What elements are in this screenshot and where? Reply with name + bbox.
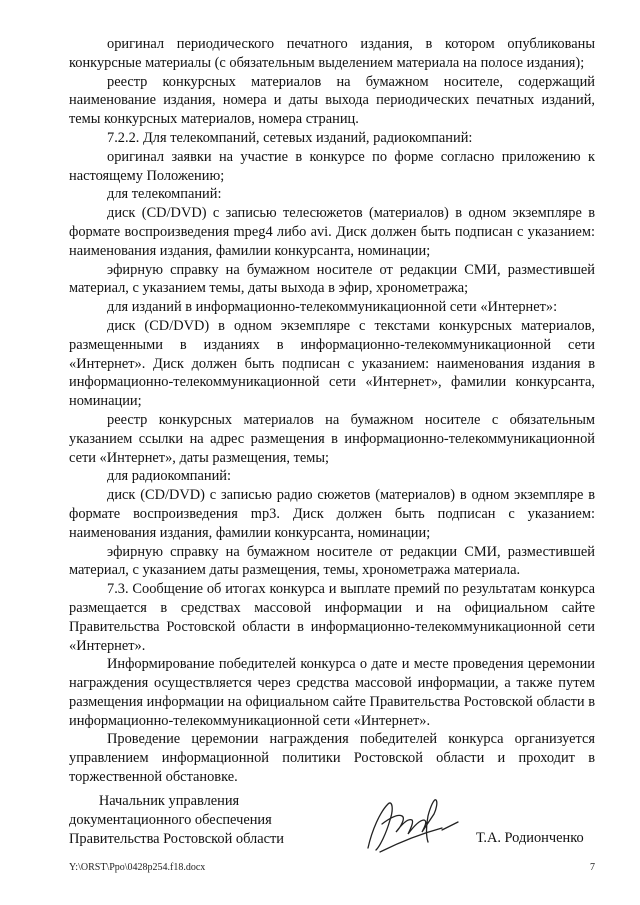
signatory-line: Правительства Ростовской области (69, 830, 284, 847)
paragraph: оригинал периодического печатного издания, в котором опубликованы конкурсные материалы (с обязательным выделением материала на полосе издания); (69, 36, 595, 71)
paragraph: эфирную справку на бумажном носителе от редакции СМИ, разместившей материал, с указанием темы, даты выхода в эфир, хронометража; (69, 261, 595, 297)
signatory-position (69, 792, 284, 848)
paragraph: диск (CD/DVD) в одном экземпляре с текстами конкурсных материалов, размещенными в изданиях в информационно-телекоммуникационной сети «Интернет». Диск должен быть подписан с указанием: наименования издания в информационно-телекоммуникационной сети «Интернет», фамилии конкурсанта, номинации; (69, 317, 595, 410)
paragraph: 7.3. Сообщение об итогах конкурса и выплате премий по результатам конкурса размещается в средствах массовой информации и на официальном сайте Правительства Ростовской области в информационно-телекоммуникационной сети «Интернет». (69, 581, 595, 654)
file-path: Y:\ORST\Ppo\0428p254.f18.docx (69, 862, 206, 873)
paragraph: эфирную справку на бумажном носителе от редакции СМИ, разместившей материал, с указанием даты размещения, темы, хронометража материала. (69, 543, 595, 579)
paragraph: 7.2.2. Для телекомпаний, сетевых изданий, радиокомпаний: (107, 129, 473, 146)
paragraph: диск (CD/DVD) с записью телесюжетов (материалов) в одном экземпляре в формате воспроизведения mpeg4 либо avi. Диск должен быть подписан с указанием: наименования издания, фамилии конкурсанта, номинации; (69, 205, 595, 259)
signatory-line: документационного обеспечения (69, 811, 272, 828)
paragraph: реестр конкурсных материалов на бумажном носителе, содержащий наименование издания, номера и даты выхода периодических печатных изданий, темы конкурсных материалов, номера страниц. (69, 73, 595, 128)
document-body (69, 35, 595, 787)
page-number: 7 (590, 862, 595, 873)
paragraph: оригинал заявки на участие в конкурсе по форме согласно приложению к настоящему Положению; (69, 148, 595, 184)
paragraph: реестр конкурсных материалов на бумажном носителе с обязательным указанием ссылки на адрес размещения в информационно-телекоммуникационной сети «Интернет», даты размещения, темы; (69, 411, 595, 466)
signatory-line: Начальник управления (98, 793, 240, 809)
paragraph: для изданий в информационно-телекоммуникационной сети «Интернет»: (107, 299, 558, 316)
signatory-name: Т.А. Родионченко (476, 830, 584, 846)
paragraph: для радиокомпаний: (107, 468, 231, 485)
handwritten-signature (350, 790, 470, 860)
paragraph: диск (CD/DVD) с записью радио сюжетов (материалов) в одном экземпляре в формате воспроизведения mp3. Диск должен быть подписан с указанием: наименования издания, фамилии конкурсанта, номинации; (69, 487, 595, 541)
paragraph: Проведение церемонии награждения победителей конкурса организуется управлением информационной политики Ростовской области и проходит в торжественной обстановке. (69, 731, 595, 786)
paragraph: для телекомпаний: (107, 186, 222, 203)
paragraph: Информирование победителей конкурса о дате и месте проведения церемонии награждения осуществляется через средства массовой информации, а также путем размещения информации на официальном сайте Правительства Ростовской области в информационно-телекоммуникационной сети «Интернет». (69, 656, 595, 729)
